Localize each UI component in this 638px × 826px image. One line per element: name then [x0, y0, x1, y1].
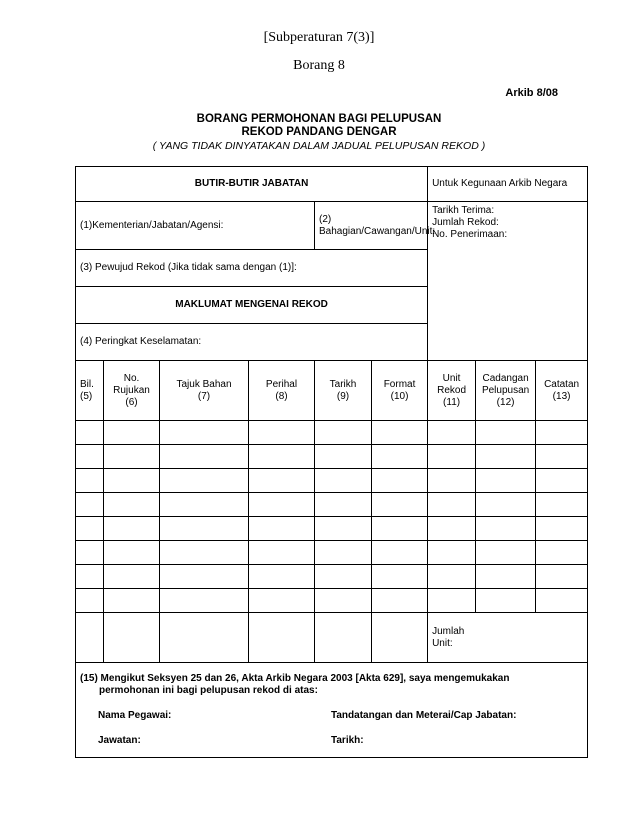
arkib-reference: Arkib 8/08 [505, 87, 558, 99]
table-row[interactable] [76, 565, 588, 589]
table-row[interactable] [76, 469, 588, 493]
col-tarikh-label: Tarikh [329, 378, 357, 390]
form-number: Borang 8 [293, 58, 345, 73]
arkib-use-heading: Untuk Kegunaan Arkib Negara [428, 167, 588, 202]
tandatangan-label[interactable]: Tandatangan dan Meterai/Cap Jabatan: [331, 710, 517, 721]
nama-pegawai-label[interactable]: Nama Pegawai: [98, 710, 172, 721]
table-row[interactable] [76, 541, 588, 565]
col-unit-rekod-label-1: Unit [442, 372, 461, 384]
col-cadangan-label-1: Cadangan [482, 372, 529, 384]
table-row[interactable] [76, 421, 588, 445]
col-catatan-number: (13) [552, 390, 571, 402]
butir-jabatan-heading: BUTIR-BUTIR JABATAN [76, 167, 428, 202]
col-tajuk-bahan-label: Tajuk Bahan [176, 378, 232, 390]
signature-row-1 [80, 710, 583, 722]
col-catatan [536, 361, 588, 421]
kementerian-field[interactable] [76, 202, 315, 250]
col-no-rujukan-label-1: No. [123, 372, 140, 384]
kementerian-label: (1)Kementerian/Jabatan/Agensi: [80, 219, 224, 231]
col-unit-rekod [428, 361, 476, 421]
declaration-text-1 [80, 673, 583, 685]
col-bil-label: Bil. [80, 378, 94, 390]
col-catatan-label: Catatan [544, 378, 580, 390]
col-cadangan-pelupusan [476, 361, 536, 421]
column-header-row [76, 361, 588, 421]
col-bil-number: (5) [80, 390, 93, 402]
col-format-label: Format [383, 378, 416, 390]
no-penerimaan-label: No. Penerimaan: [432, 229, 508, 240]
table-row[interactable] [76, 493, 588, 517]
col-perihal-label: Perihal [265, 378, 298, 390]
arkib-use-box [428, 202, 588, 361]
col-perihal-number: (8) [275, 390, 288, 402]
peringkat-keselamatan-field[interactable] [76, 324, 428, 361]
jumlah-label: Jumlah [432, 625, 465, 637]
tarikh-terima-label: Tarikh Terima: [432, 205, 495, 216]
col-format-number: (10) [390, 390, 409, 402]
unit-label: Unit: [432, 637, 453, 649]
col-unit-rekod-number: (11) [443, 396, 461, 408]
declaration-section [76, 663, 588, 758]
col-no-rujukan-label-2: Rujukan [113, 384, 150, 396]
subperaturan-reference: [Subperaturan 7(3)] [263, 30, 375, 45]
declaration-line2: permohonan ini bagi pelupusan rekod di atas: [99, 685, 318, 696]
jumlah-unit-cell[interactable] [428, 613, 588, 663]
col-unit-rekod-label-2: Rekod [437, 384, 467, 396]
peringkat-keselamatan-label: (4) Peringkat Keselamatan: [80, 336, 202, 347]
form-subtitle: ( YANG TIDAK DINYATAKAN DALAM JADUAL PELUPUSAN REKOD ) [152, 140, 486, 152]
signature-row-2 [80, 735, 583, 747]
pewujud-rekod-field[interactable] [76, 250, 428, 287]
tarikh-label[interactable]: Tarikh: [331, 735, 364, 746]
col-tarikh [315, 361, 372, 421]
disposal-form-table [75, 166, 588, 758]
bahagian-field[interactable] [315, 202, 436, 250]
col-tajuk-bahan [160, 361, 249, 421]
col-cadangan-number: (12) [496, 396, 515, 408]
col-bil [76, 361, 104, 421]
col-cadangan-label-2: Pelupusan [481, 384, 530, 396]
jumlah-rekod-label: Jumlah Rekod: [432, 217, 499, 228]
table-row[interactable] [76, 445, 588, 469]
form-title-line2: REKOD PANDANG DENGAR [241, 126, 397, 138]
col-format [372, 361, 428, 421]
col-no-rujukan [104, 361, 160, 421]
col-no-rujukan-number: (6) [125, 396, 138, 408]
pewujud-rekod-label: (3) Pewujud Rekod (Jika tidak sama dengan (1)]: [80, 262, 297, 273]
maklumat-rekod-heading: MAKLUMAT MENGENAI REKOD [76, 287, 428, 324]
declaration-line1: (15) Mengikut Seksyen 25 dan 26, Akta Arkib Negara 2003 [Akta 629], saya mengemukakan [80, 673, 510, 684]
table-row[interactable] [76, 589, 588, 613]
bahagian-label: Bahagian/Cawangan/Unit: [319, 225, 436, 237]
col-tarikh-number: (9) [336, 390, 350, 402]
table-row[interactable] [76, 517, 588, 541]
jumlah-unit-row [76, 613, 588, 663]
col-tajuk-bahan-number: (7) [197, 390, 211, 402]
bahagian-number: (2) [319, 213, 332, 225]
col-perihal [249, 361, 315, 421]
form-title-line1: BORANG PERMOHONAN BAGI PELUPUSAN [196, 113, 442, 125]
jawatan-label[interactable]: Jawatan: [98, 735, 141, 746]
